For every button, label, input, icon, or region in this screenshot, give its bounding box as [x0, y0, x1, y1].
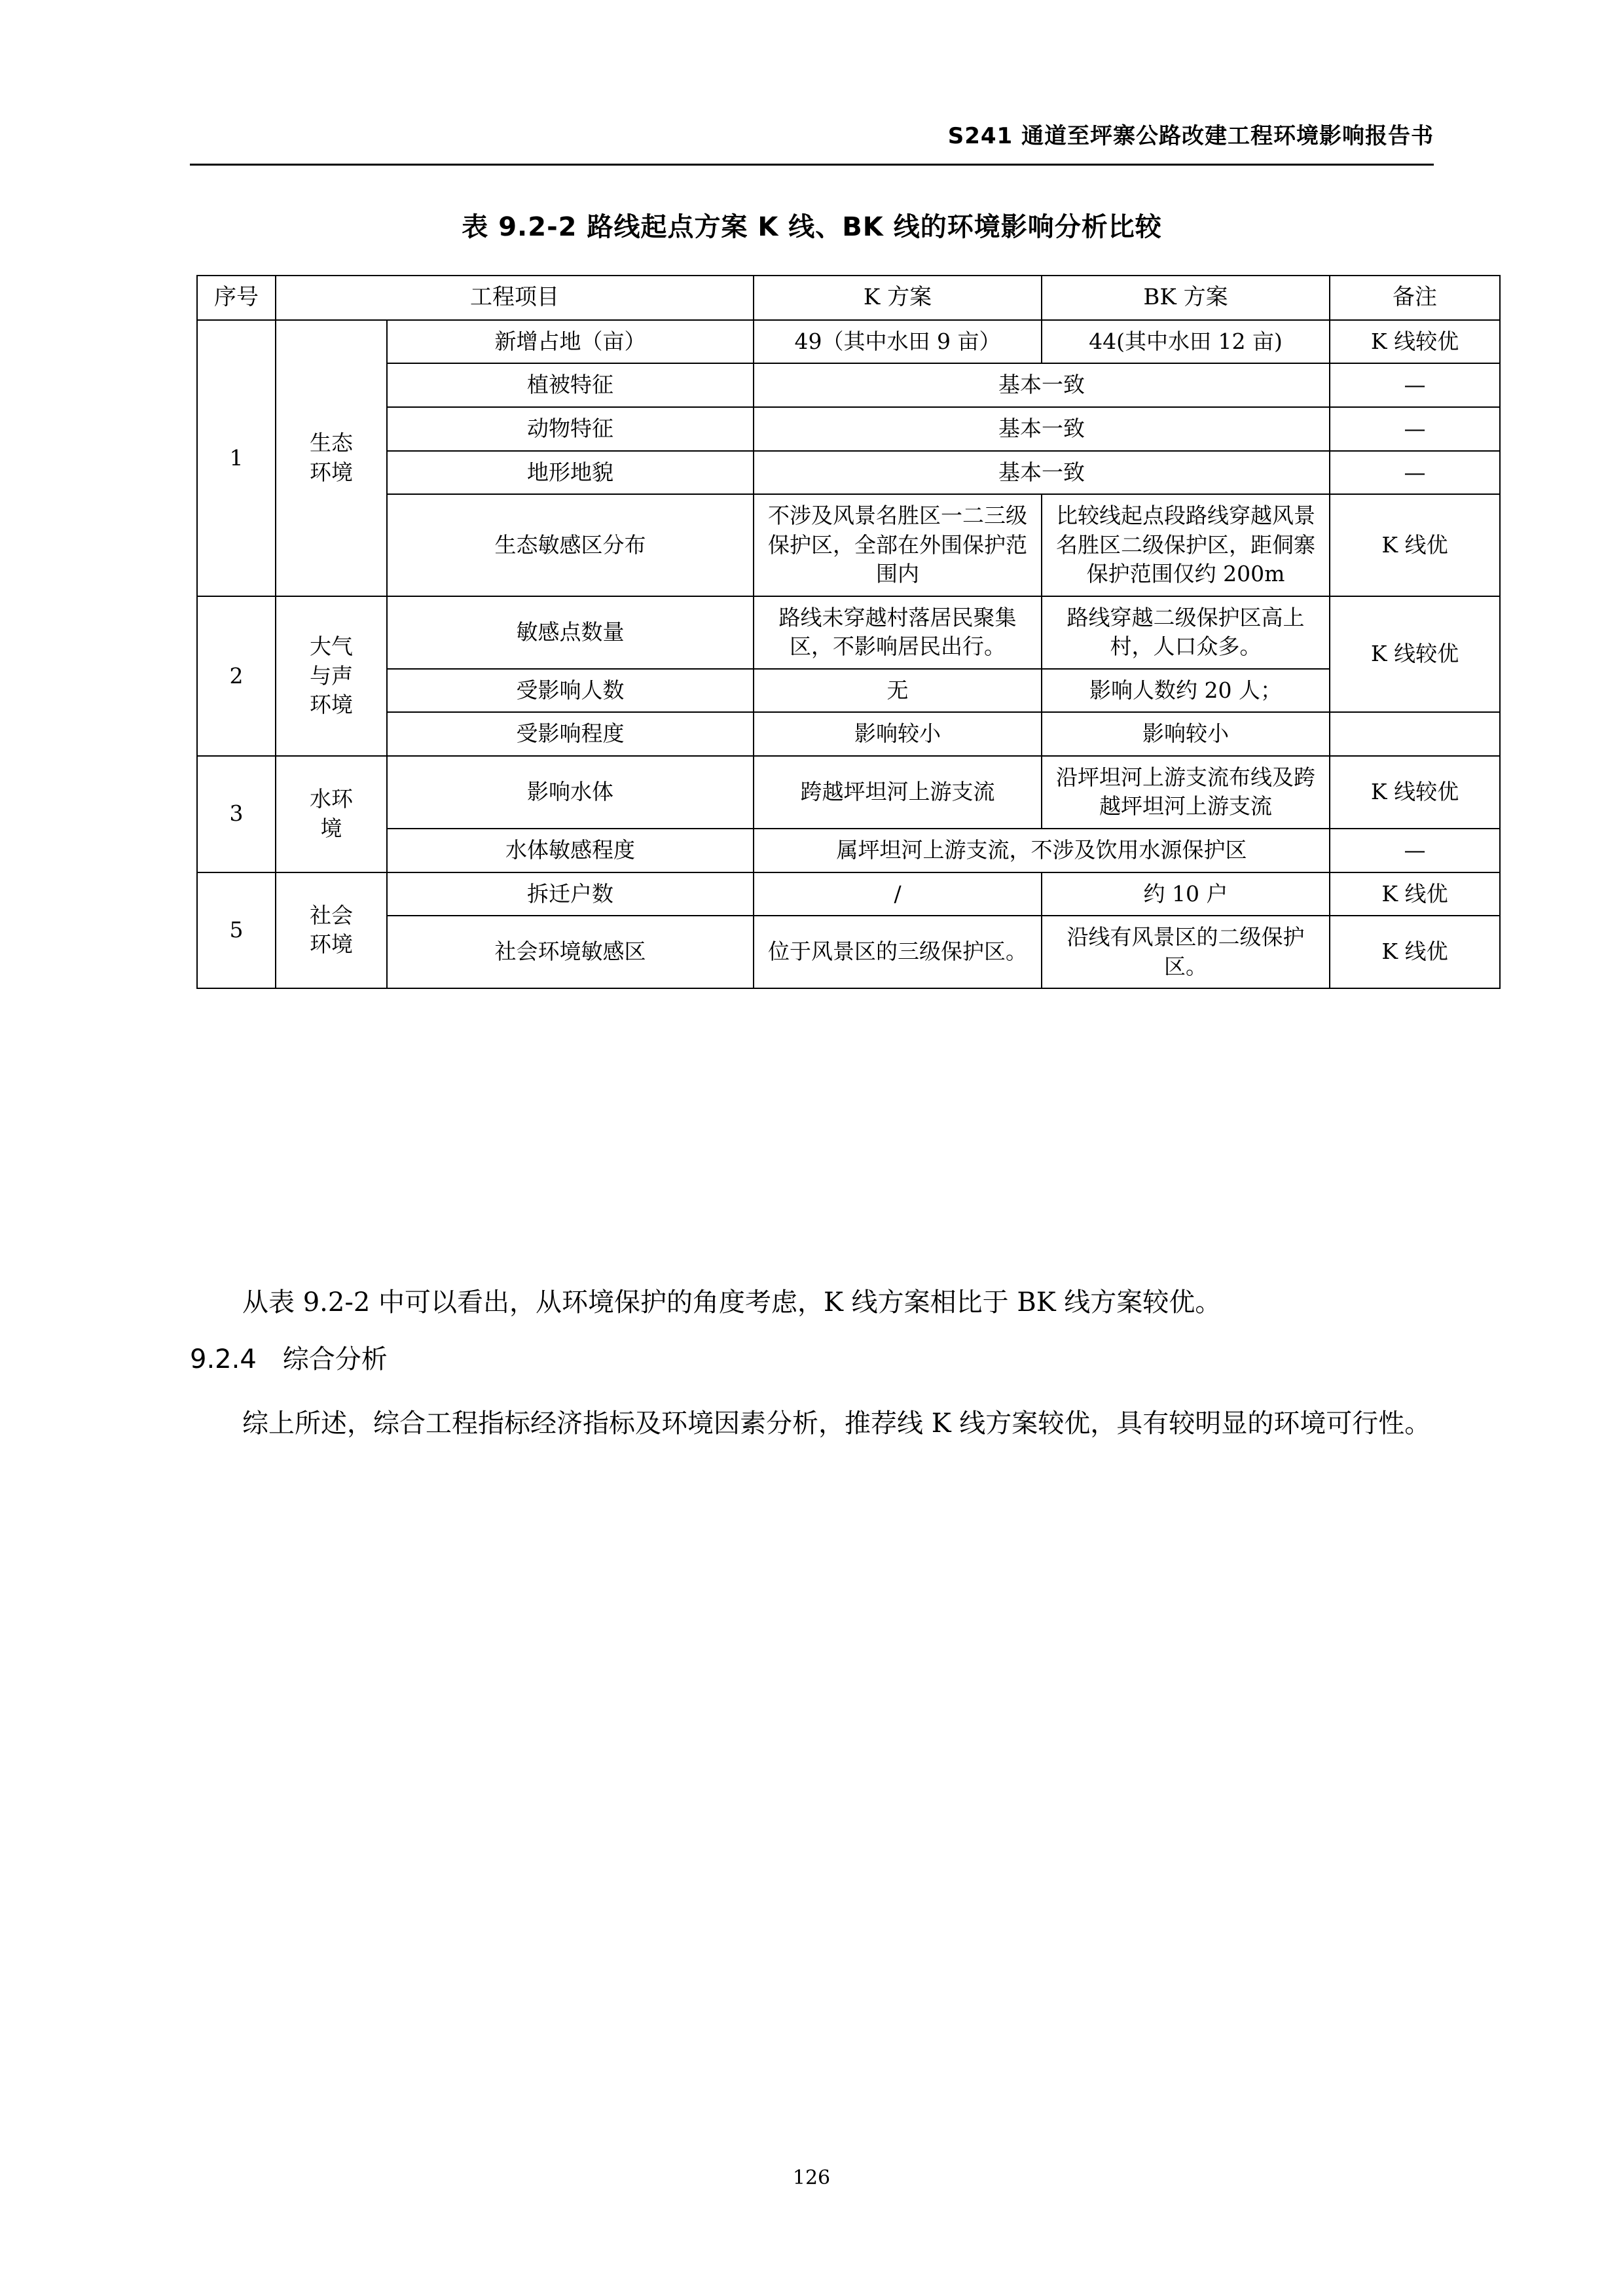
group-category-3: [276, 756, 387, 872]
column-header-item: 工程项目: [276, 276, 754, 320]
bk-value: 沿线有风景区的二级保护区。: [1042, 916, 1330, 988]
bk-value: 路线穿越二级保护区高上村，人口众多。: [1042, 596, 1330, 669]
running-header: S241 通道至坪寨公路改建工程环境影响报告书: [947, 123, 1434, 149]
item-label: 地形地貌: [387, 451, 754, 495]
bk-value: 影响人数约 20 人；: [1042, 669, 1330, 713]
item-label: 拆迁户数: [387, 872, 754, 916]
note-value: K 线较优: [1330, 756, 1500, 829]
column-header-note: 备注: [1330, 276, 1500, 320]
bk-value: 44(其中水田 12 亩): [1042, 320, 1330, 364]
item-label: 受影响人数: [387, 669, 754, 713]
header-divider: [190, 164, 1434, 166]
merged-value: 属坪坦河上游支流，不涉及饮用水源保护区: [754, 829, 1330, 872]
note-value: K 线较优: [1330, 320, 1500, 364]
group-category-1: [276, 320, 387, 596]
table-row: [197, 596, 1500, 669]
k-value: 不涉及风景名胜区一二三级保护区，全部在外围保护范围内: [754, 494, 1042, 596]
table-caption: 表 9.2-2 路线起点方案 K 线、BK 线的环境影响分析比较: [462, 212, 1162, 242]
item-label: 敏感点数量: [387, 596, 754, 669]
note-value: K 线优: [1330, 872, 1500, 916]
k-value: 跨越坪坦河上游支流: [754, 756, 1042, 829]
merged-value: 基本一致: [754, 451, 1330, 495]
item-label: 社会环境敏感区: [387, 916, 754, 988]
group-category-2: [276, 596, 387, 756]
paragraph-conclusion: 综上所述，综合工程指标经济指标及环境因素分析，推荐线 K 线方案较优，具有较明显的环境可行性。: [242, 1408, 1431, 1439]
note-value: —: [1330, 829, 1500, 872]
section-number: 9.2.4: [190, 1344, 257, 1374]
item-label: 水体敏感程度: [387, 829, 754, 872]
note-value: K 线较优: [1330, 596, 1500, 713]
k-value: 路线未穿越村落居民聚集区，不影响居民出行。: [754, 596, 1042, 669]
group-category-5: [276, 872, 387, 989]
note-value: —: [1330, 407, 1500, 451]
column-header-bk: BK 方案: [1042, 276, 1330, 320]
k-value: 无: [754, 669, 1042, 713]
group-no-3: 3: [197, 756, 276, 872]
comparison-table-wrapper: [196, 275, 1459, 989]
table-row: [197, 451, 1500, 495]
paragraph-table-summary: 从表 9.2-2 中可以看出，从环境保护的角度考虑，K 线方案相比于 BK 线方案较优。: [242, 1287, 1222, 1318]
table-row: [197, 320, 1500, 364]
item-label: 植被特征: [387, 363, 754, 407]
comparison-table: [196, 275, 1501, 989]
item-label: 新增占地（亩）: [387, 320, 754, 364]
table-row: [197, 669, 1500, 713]
table-row: [197, 872, 1500, 916]
table-row: [197, 407, 1500, 451]
bk-value: 沿坪坦河上游支流布线及跨越坪坦河上游支流: [1042, 756, 1330, 829]
category-label: 生态 环境: [310, 430, 353, 485]
bk-value: 比较线起点段路线穿越风景名胜区二级保护区，距侗寨保护范围仅约 200m: [1042, 494, 1330, 596]
category-label: 水环 境: [310, 786, 353, 841]
table-header-row: [197, 276, 1500, 320]
column-header-k: K 方案: [754, 276, 1042, 320]
k-value: 49（其中水田 9 亩）: [754, 320, 1042, 364]
note-value: —: [1330, 451, 1500, 495]
item-label: 动物特征: [387, 407, 754, 451]
category-label: 社会 环境: [310, 902, 353, 958]
group-no-1: 1: [197, 320, 276, 596]
note-value: K 线优: [1330, 494, 1500, 596]
item-label: 受影响程度: [387, 712, 754, 756]
section-title: 综合分析: [282, 1344, 388, 1374]
note-value: —: [1330, 363, 1500, 407]
table-row: [197, 756, 1500, 829]
table-row: [197, 494, 1500, 596]
k-value: /: [754, 872, 1042, 916]
item-label: 影响水体: [387, 756, 754, 829]
table-row: [197, 712, 1500, 756]
column-header-no: 序号: [197, 276, 276, 320]
group-no-5: 5: [197, 872, 276, 989]
section-heading-9-2-4: [190, 1338, 1434, 1376]
k-value: 影响较小: [754, 712, 1042, 756]
page-number: 126: [792, 2166, 831, 2189]
category-label: 大气 与声 环境: [310, 633, 353, 718]
table-row: [197, 363, 1500, 407]
item-label: 生态敏感区分布: [387, 494, 754, 596]
note-value: [1330, 712, 1500, 756]
table-row: [197, 916, 1500, 988]
bk-value: 影响较小: [1042, 712, 1330, 756]
note-value: K 线优: [1330, 916, 1500, 988]
group-no-2: 2: [197, 596, 276, 756]
k-value: 位于风景区的三级保护区。: [754, 916, 1042, 988]
merged-value: 基本一致: [754, 363, 1330, 407]
bk-value: 约 10 户: [1042, 872, 1330, 916]
table-row: [197, 829, 1500, 872]
merged-value: 基本一致: [754, 407, 1330, 451]
